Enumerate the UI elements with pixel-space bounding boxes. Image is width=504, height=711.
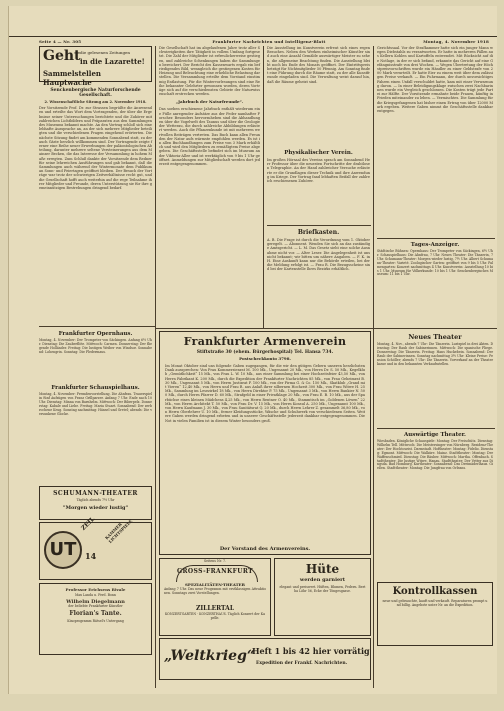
kontrollkassen-title: Kontrollkassen [392, 586, 478, 597]
gross-frankfurt-ad [159, 558, 271, 636]
schumann-title: SCHUMANN-THEATER [53, 490, 138, 497]
kontrollkassen-text: neue und gebrauchte, kauft und verkauft. Reparaturen prompt und billig. Angebote unter Nr. an die Expedition. [382, 599, 488, 607]
briefkasten-section [267, 227, 370, 325]
film-line4: Kinoprogramm Rätsel's Untergang [67, 619, 124, 624]
auswaertige-program: Wiesbaden. Königliche Schauspiele: Montag: Der Freischütz. Dienstag: Wilhelm Tell. Mittwoch: Die Meistersinger von Nürnberg. Residenz-Theater: Der Hochtourist. Darmstadt. Hoftheater: Montag: Fidelio. Dienstag: Egmont. Mittwoch: Die Walküre. Mainz. Stadttheater: Montag: Der Waffenschmied. Dienstag: Die Räuber. Mittwoch: Martha. Offenbach. Stadttheater: Die lustige Witwe. Hanau. Stadttheater: Der Vetter aus Dingsda. Bad Homburg. Kurtheater: Sonnabend: Das Dreimäderlhaus. Gießen. Stadttheater: Montag: Die Jungfrau von Orleans. [377, 439, 493, 471]
body-text-lines: Die Ausstellung im Kunstverein erfreut sich eines regen Besuches. Neben den Werken einheimischer Künstler sind auch eine Anzahl Gemälde auswärtiger Meister zu sehen, die allgemeine Beachtung finden. Die Ausstellung bleibt noch bis Ende des Monats geöffnet. Der Eintrittspreis beträgt für Nichtmitglieder 50 Pfennig. Am Sonntag findet eine Führung durch die Räume statt, zu der alle Kunstfreunde eingeladen sind. Die Verwaltung weist darauf hin, daß die Räume geheizt sind. [267, 46, 370, 84]
body-text-lines: Gerichtssaal. Vor der Strafkammer hatte sich ein junger Mann wegen Diebstahls zu verantworten. Er hatte in mehreren Fällen aus Kellern Kohlen und Kartoffeln entwendet. Mit Rücksicht auf die Notlage, in der er sich befand, erkannte das Gericht auf eine Gefängnisstrafe von drei Wochen. — Wegen Übertretung der Höchstpreisvorschriften wurde ein Händler zu einer Geldstrafe von 200 Mark verurteilt. Er hatte Eier zu einem weit über dem zulässigen Preise verkauft. — Ein Fuhrmann, der durch unvorsichtiges Fahren einen Unfall verschuldet hatte, kam mit einer Verwarnung davon. — In einer Beleidigungsklage zwischen zwei Nachbarinnen wurde ein Vergleich geschlossen. Die Kosten trägt jede Partei zur Hälfte. Der Vorsitzende ermahnte beide Frauen, künftig in Frieden miteinander zu leben. — Vermischtes. Die Sammlung für die Kriegsgefangenen hat bisher einen Ertrag von über 12000 Mark ergeben. Weitere Gaben nimmt die Geschäftsstelle dankbar entgegen. [377, 46, 493, 114]
kammer-lichtspiele-label: KAMMER LICHTSPIELE [104, 518, 134, 545]
lazarett-ad [39, 46, 152, 87]
film-subline2: der beliebte Frankfurter Künstler [68, 604, 123, 609]
ut-letters: UT [49, 539, 77, 560]
kontrollkassen-ad [377, 582, 493, 646]
film-line1: Professor Erichsens Rivale [65, 587, 126, 592]
ad-lazarette: in die Lazarette! [80, 57, 145, 66]
column-rule [373, 46, 374, 328]
huete-title: Hüte [305, 562, 340, 576]
ad-geht-sub: die gelesenen Zeitungen [80, 50, 130, 55]
body-text-lines: A. B. Die Frage ist durch die Verordnung vom 1. Oktober geregelt. — Abonnent. Wenden Sie sich an das zuständige Amtsgericht. — L. M. Das Gesetz sieht eine solche Ausnahme nicht vor. — Alter Leser. Die Angelegenheit ist uns nicht bekannt; wir bitten um nähere Angaben. — F. K. in H. Eine Auskunft kann nur die Behörde erteilen, bei der die Meldung erfolgt ist. — Frau R. Die Bezugsscheine sind bei der Kartenstelle Ihres Bezirks erhältlich. [267, 238, 370, 272]
masthead: Frankfurter Nachrichten und Intelligenz-Blatt [212, 39, 326, 44]
armenverein-notice [159, 331, 371, 555]
page-number: Seite 4 — Nr. 305 [39, 39, 82, 44]
ad-geht: Geht [43, 48, 81, 64]
column-rule [373, 328, 374, 688]
gf-topline: Seitens Nr. 7. [204, 559, 226, 563]
zeil-label: ZEIL [80, 515, 97, 532]
weltkrieg-sub: Expedition der Frankf. Nachrichten. [256, 661, 348, 666]
gf-text: Anfang 7 Uhr. Das neue Programm mit erstklassigen Attraktionen. Sonntags zwei Vorstellungen. [164, 587, 266, 595]
huete-ad [274, 558, 371, 636]
phys-verein-title: Physikalischer Verein. [284, 150, 353, 156]
newspaper-page [8, 6, 497, 694]
armenverein-title: Frankfurter Armenverein [183, 335, 347, 348]
weltkrieg-title: „Weltkrieg“ [164, 648, 255, 664]
armenverein-text: Im Monat Oktober sind uns folgende Gaben zugegangen, für die wir den gütigen Gebern unseren herzlichsten Dank aussprechen: Von Frau Kommerzienrat M. 100 Mk., Ungenannt 20 Mk., von Herrn Dr. S. 50 Mk., Kegelklub „Gemütlichkeit“ 15 Mk., von Frau L. W. 10 Mk., aus einer Sammlung bei einer Hochzeitsfeier 43,50 Mk., von Herrn Fabrikant K. 200 Mk., durch die Expedition der Frankfurter Nachrichten 85 Mk., von Frau Geheimrat B. 30 Mk., Ungenannt 5 Mk., von Herrn Justizrat F. 100 Mk., von der Firma G. & Co. 150 Mk., Skatklub „Grand mit Vieren“ 12,40 Mk., von Herrn und Frau R. aus Anlaß ihrer silbernen Hochzeit 300 Mk., von Frau Witwe H. 25 Mk., Sammlung im Lesezirkel 18 Mk., von Herrn Direktor P. 75 Mk., Ungenannt 3 Mk., von Herrn Bankier N. 500 Mk., durch Herrn Pfarrer D. 60 Mk., Strafgeld in einer Privatklage 20 Mk., von Frau E. B. 10 Mk., aus der Sparbüchse eines kleinen Mädchens 4,25 Mk., von Herrn Rentner O. 40 Mk., Stammtisch im „Goldenen Löwen“ 22 Mk., von Herrn Architekt T. 50 Mk., von Frau Dr. V. 15 Mk., von Herrn Konsul A. 250 Mk., Ungenannt 100 Mk., von Herrn Kaufmann J. 30 Mk., von Frau Sanitätsrat Q. 20 Mk., durch Herrn Lehrer Z. gesammelt 36,80 Mk., von Herrn Oberlehrer U. 10 Mk., ferner Kleidungsstücke, Wäsche und Schuhwerk von verschiedenen Seiten. Weitere Gaben werden dringend erbeten und in unserer Geschäftsstelle jederzeit dankbar entgegengenommen. Die Not in vielen Familien ist in diesem Winter besonders groß. [165, 364, 365, 423]
section-rule [267, 225, 371, 226]
auswaertige-title: Auswärtige Theater. [404, 432, 466, 438]
body-text-lines: Der Vorsitzende Prof. Dr. zur Strassen begrüßte die Anwesenden und erteilte das Wort dem Vortragenden, der über die Ergebnisse seiner Untersuchungen berichtete und die Zuhörer mit zahlreichen Lichtbildern und Präparaten aus den Sammlungen des Museums bekannt machte. An den Vortrag schloß sich eine lebhafte Aussprache an, an der sich mehrere Mitglieder beteiligten und die verschiedenen Fragen eingehend erörterten. Die nächste Sitzung findet am kommenden Sonnabend statt, zu der auch Gäste herzlich willkommen sind. Der Vortragende zeigte ferner eine Reihe neuer Erwerbungen der paläontologischen Abteilung, darunter mehrere seltene Versteinerungen aus dem Mainzer Becken, die das Interesse der Versammlung in hohem Maße erregten. Zum Schluß dankte der Vorsitzende dem Redner für seine lehrreichen Ausführungen und gab bekannt, daß die Sammlungen auch während der Wintermonate dem Publikum an Sonn- und Feiertagen geöffnet bleiben. Der Besuch der Vorträge war trotz der schwierigen Zeitverhältnisse recht gut, und die Gesellschaft hofft auch weiterhin auf die rege Teilnahme ihrer Mitglieder und Freunde, deren Unterstützung sie für ihre gemeinnützigen Bestrebungen dringend bedarf. [39, 106, 152, 191]
header-rule [9, 36, 497, 37]
film-line3: Florian's Tante. [69, 610, 122, 618]
zeil-lichtspiele-ad [39, 515, 152, 580]
armenverein-address: Stiftstraße 30 (ehem. Bürgerhospital) Tel. Hansa 734. [196, 350, 334, 355]
film-line2: Wilhelm Diegelmann [66, 599, 125, 606]
column-rule [155, 328, 156, 688]
tages-anzeiger-title: Tages-Anzeiger. [410, 242, 460, 248]
naturforschende-title: Senckenbergische Naturforschende Gesellschaft. [50, 88, 141, 98]
schauspielhaus-title: Frankfurter Schauspielhaus. [51, 385, 140, 391]
section-rule [377, 238, 495, 239]
section-rule [155, 328, 373, 329]
film-program-ad [39, 583, 152, 655]
ut-logo-icon [44, 531, 82, 569]
naturforschende-article [39, 86, 152, 322]
huete-sub: werden garniert [299, 577, 346, 583]
gf-sub: SPEZIALITÄTEN-THEATER [185, 582, 245, 587]
schauspielhaus-listing [39, 383, 152, 483]
briefkasten-title: Briefkasten. [297, 229, 340, 236]
column-rule [263, 46, 264, 328]
weltkrieg-ad [159, 638, 371, 680]
ad-sammelstellen: Sammelstellen Hauptwache [43, 69, 102, 87]
schumann-sub: "Morgen wieder lustig" [62, 504, 129, 511]
body-text-lines: Im großen Hörsaal des Vereins sprach am Sonnabend Herr Professor über die neuesten Fortschritte der drahtlosen Telegraphie. An der Hand zahlreicher Versuche erläuterte er die Grundlagen dieser Technik und ihre Anwendung im Kriege. Der Vortrag fand lebhaften Beifall der zahlreich erschienenen Zuhörer. [267, 158, 370, 184]
weltkrieg-text: Heft 1 bis 42 hier vorrätig [252, 646, 370, 656]
gf-title: GROSS-FRANKFURT [176, 568, 254, 575]
body-text-lines: Das soeben erschienene Jahrbuch enthält wiederum eine Fülle anregender Aufsätze aus der Feder namhafter Forscher. Besonders hervorzuheben sind die Abhandlungen über die Vogelwelt des Taunus und über die Geologie der Wetterau, die durch zahlreiche Abbildungen erläutert werden. Auch die Pflanzenkunde ist mit mehreren wertvollen Beiträgen vertreten. Das Buch kann allen Freunden der Natur aufs wärmste empfohlen werden. Es ist in allen Buchhandlungen zum Preise von 3 Mark erhältlich und wird den Mitgliedern zu ermäßigtem Preise abgegeben. Die Geschäftsstelle befindet sich im Museum an der Viktoria-Allee und ist werktäglich von 9 bis 1 Uhr geöffnet. Anmeldungen zur Mitgliedschaft werden dort jederzeit entgegengenommen. [159, 107, 260, 167]
column-rule [155, 46, 156, 328]
opernhaus-program: Montag, 4. November: Der Trompeter von Säckingen. Anfang 6½ Uhr. Dienstag: Die Zauberflöte. Mittwoch: Carmen. Donnerstag: Der fliegende Holländer. Freitag: Die lustigen Weiber von Windsor. Sonnabend: Lohengrin. Sonntag: Die Fledermaus. [39, 338, 152, 354]
section-rule [39, 326, 155, 327]
huete-text: elegant und preiswert. Hüften, Blumen, Federn. Bertha Löhr 56, Ecke der Töngesgasse. [279, 585, 366, 593]
article-column-4 [377, 46, 493, 236]
body-text-lines: Die Gesellschaft hat im abgelaufenen Jahre trotz aller Schwierigkeiten ihre Tätigkeit in vollem Umfang fortgesetzt. Die Zahl der Mitglieder ist erfreulicherweise gestiegen, und zahlreiche Schenkungen haben die Sammlungen bereichert. Der Bericht des Kassenwarts ergab ein befriedigendes Bild, wenngleich die gestiegenen Kosten für Heizung und Beleuchtung eine erhebliche Belastung darstellen. Die Versammlung erteilte dem Vorstand einstimmig Entlastung. Für die Wintervorlesungen sind eine Reihe bekannter Gelehrter gewonnen worden, deren Vorträge sich auf die verschiedensten Gebiete der Naturwissenschaft erstrecken werden. [159, 46, 260, 97]
armenverein-footer: Der Vorstand des Armenvereins. [219, 546, 311, 552]
sub-heading: „Jahrbuch der Naturfreunde“. [175, 99, 244, 105]
section-rule [377, 428, 495, 429]
neues-theater-title: Neues Theater [408, 333, 462, 341]
article-column-3 [267, 46, 370, 148]
tages-anzeiger [377, 240, 493, 326]
gf-band: ZILLERTAL [195, 605, 235, 612]
zeil-number: 14 [85, 551, 97, 561]
auswaertige-theater [377, 430, 493, 578]
gf-text2: KONZERTGARTEN · KONZERTHAUS. Täglich Konzert der Kapelle. [164, 612, 266, 620]
opernhaus-title: Frankfurter Opernhaus. [58, 331, 133, 337]
schauspielhaus-program: Montag, 4. November: Fremdenvorstellung. Die Ahnfrau. Trauerspiel in fünf Aufzügen von Franz Grillparzer. Anfang 7 Uhr. Ende nach 10 Uhr. Dienstag: Minna von Barnhelm. Mittwoch: Der Biberpelz. Donnerstag: Kabale und Liebe. Freitag: Maria Stuart. Sonnabend: Der zerbrochene Krug. Sonntag nachmittag: Hänsel und Gretel; abends: Die versunkene Glocke. [39, 392, 152, 416]
film-subline: Max Landa u. Ferd. Bonn [75, 593, 116, 598]
date-line: Montag, 4. November 1918 [423, 39, 489, 44]
physikalischer-verein [267, 148, 370, 224]
neues-theater-program: Montag, 4. Nov., abends 7 Uhr: Die Tänzerin. Lustspiel in drei Akten. Dienstag: Der Raub der Sabinerinnen. Mittwoch: Die spanische Fliege. Donnerstag: Die Tänzerin. Freitag: Hans Huckebein. Sonnabend: Der Raub der Sabinerinnen. Sonntag nachmittag 3½ Uhr: Kleine Preise: Pension Schöller; abends 7 Uhr: Die Tänzerin. Vorverkauf an der Theaterkasse und in den bekannten Verkaufsstellen. [377, 342, 493, 366]
article-column-2 [159, 46, 260, 326]
schumann-text: Täglich abends 7½ Uhr [76, 498, 115, 502]
armenverein-postcheck: Postscheckkonto 3798. [239, 356, 291, 361]
section-rule [373, 328, 497, 329]
naturforschende-subtitle: 2. Wissenschaftliche Sitzung am 2. November 1918. [44, 100, 147, 104]
body-text-lines: Städtische Bühnen: Opernhaus: Der Trompeter von Säckingen, 6½ Uhr. Schauspielhaus: Die Ahnfrau, 7 Uhr. Neues Theater: Die Tänzerin, 7 Uhr. Schumann-Theater: Morgen wieder lustig, 7½ Uhr. Albert Schumann-Theater: Varieté. Zoologischer Garten: geöffnet von 9 bis 5 Uhr. Palmengarten: Konzert nachmittags 4 Uhr. Kunstverein: Ausstellung 10 bis 1 Uhr. Museum für Völkerkunde: 10 bis 1 Uhr. Senckenbergisches Museum: 11 bis 1 Uhr. [377, 249, 493, 277]
opernhaus-listing [39, 329, 152, 381]
neues-theater-listing [377, 331, 493, 427]
